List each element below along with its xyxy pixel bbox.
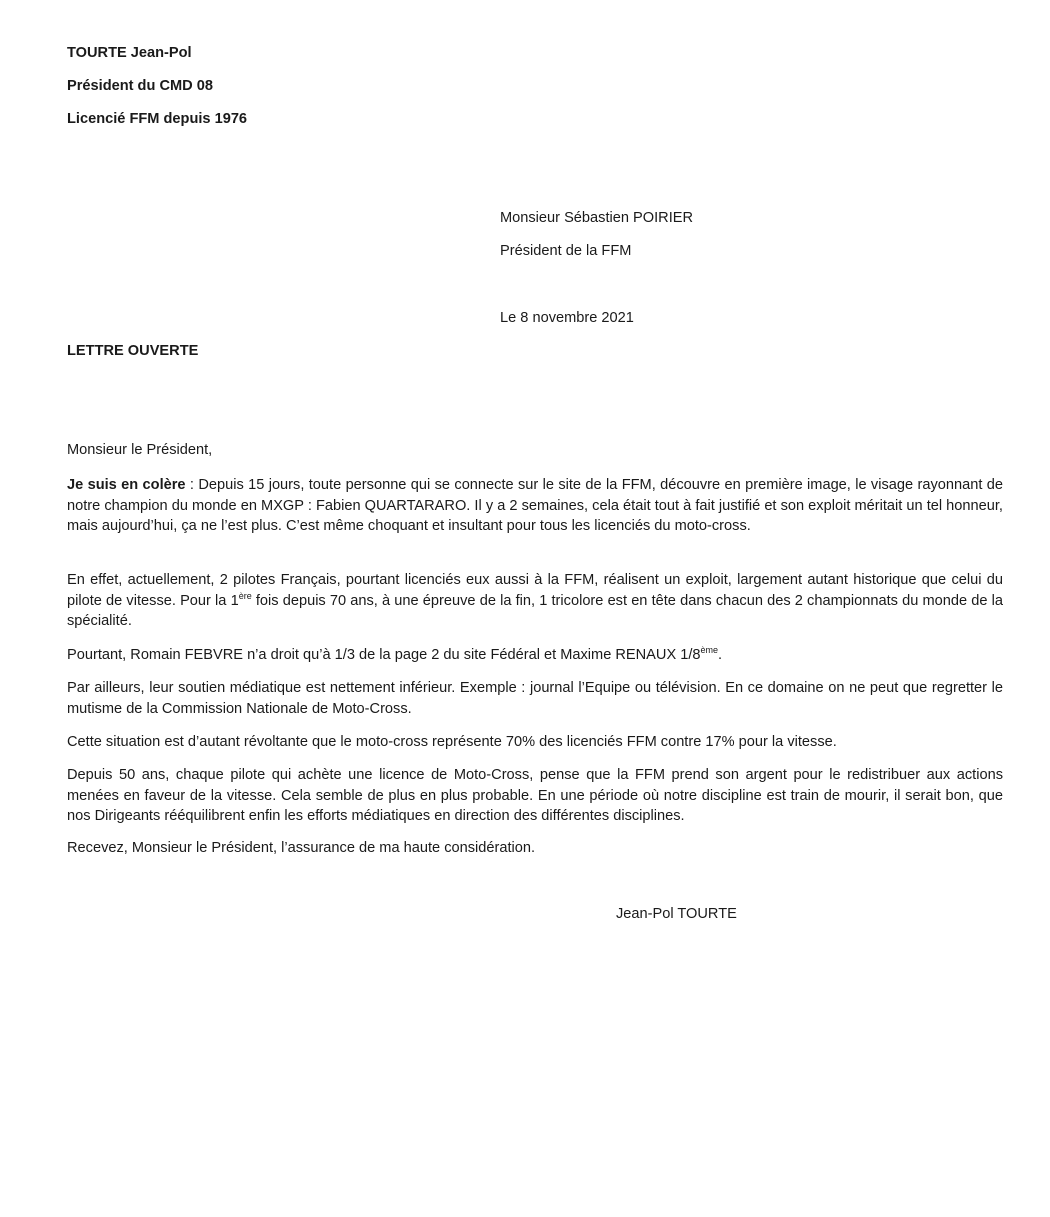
paragraph-3-after: . <box>718 647 723 663</box>
closing-line: Recevez, Monsieur le Président, l’assurance de ma haute considération. <box>67 840 536 856</box>
sender-name: TOURTE Jean-Pol <box>67 45 192 61</box>
sender-role: Président du CMD 08 <box>67 78 213 94</box>
paragraph-2 <box>67 570 1003 632</box>
paragraph-4: Par ailleurs, leur soutien médiatique est nettement inférieur. Exemple : journal l’Equipe ou télévision. En ce domaine on ne peut que regretter le mutisme de la Commission Nationale de Moto-Cross. <box>67 680 1003 717</box>
letter-date: Le 8 novembre 2021 <box>500 310 634 326</box>
paragraph-2-after: fois depuis 70 ans, à une épreuve de la fin, 1 tricolore est en tête dans chacun des 2 championnats du monde de la spécialité. <box>67 592 1004 630</box>
sender-license: Licencié FFM depuis 1976 <box>67 111 248 127</box>
paragraph-2-before: En effet, actuellement, 2 pilotes Français, pourtant licenciés eux aussi à la FFM, réalisent un exploit, largement autant historique que celui du pilote de vitesse. Pour la 1 <box>67 572 1003 609</box>
paragraph-3-before: Pourtant, Romain FEBVRE n’a droit qu’à 1/3 de la page 2 du site Fédéral et Maxime RENAUX 1/8 <box>67 647 701 663</box>
paragraph-5: Cette situation est d’autant révoltante que le moto-cross représente 70% des licenciés FFM contre 17% pour la vitesse. <box>67 734 837 750</box>
recipient-title: Président de la FFM <box>500 243 632 259</box>
paragraph-3 <box>67 645 1003 666</box>
recipient-name: Monsieur Sébastien POIRIER <box>500 210 694 226</box>
paragraph-3-superscript: ème <box>700 645 719 655</box>
paragraph-1-text: : Depuis 15 jours, toute personne qui se connecte sur le site de la FFM, découvre en première image, le visage rayonnant de notre champion du monde en MXGP : Fabien QUARTARARO. Il y a 2 semaines, cela était tout à fait justifié et son exploit méritait un tel honneur, mais aujourd’hui, ça ne l’est plus. C’est même choquant et insultant pour tous les licenciés du moto-cross. <box>67 477 1003 535</box>
paragraph-2-superscript: ère <box>238 590 252 601</box>
paragraph-1 <box>67 475 1003 537</box>
salutation: Monsieur le Président, <box>67 442 213 458</box>
paragraph-6: Depuis 50 ans, chaque pilote qui achète une licence de Moto-Cross, pense que la FFM prend son argent pour le redistribuer aux actions menées en faveur de la vitesse. Cela semble de plus en plus probable. En une période où notre discipline est train de mourir, il serait bon, que nos Dirigeants rééquilibrent enfin les efforts médiatiques en direction des différentes disciplines. <box>67 767 1003 825</box>
paragraph-1-lead: Je suis en colère <box>67 477 186 493</box>
signature: Jean-Pol TOURTE <box>616 906 737 922</box>
letter-subject: LETTRE OUVERTE <box>67 343 199 359</box>
